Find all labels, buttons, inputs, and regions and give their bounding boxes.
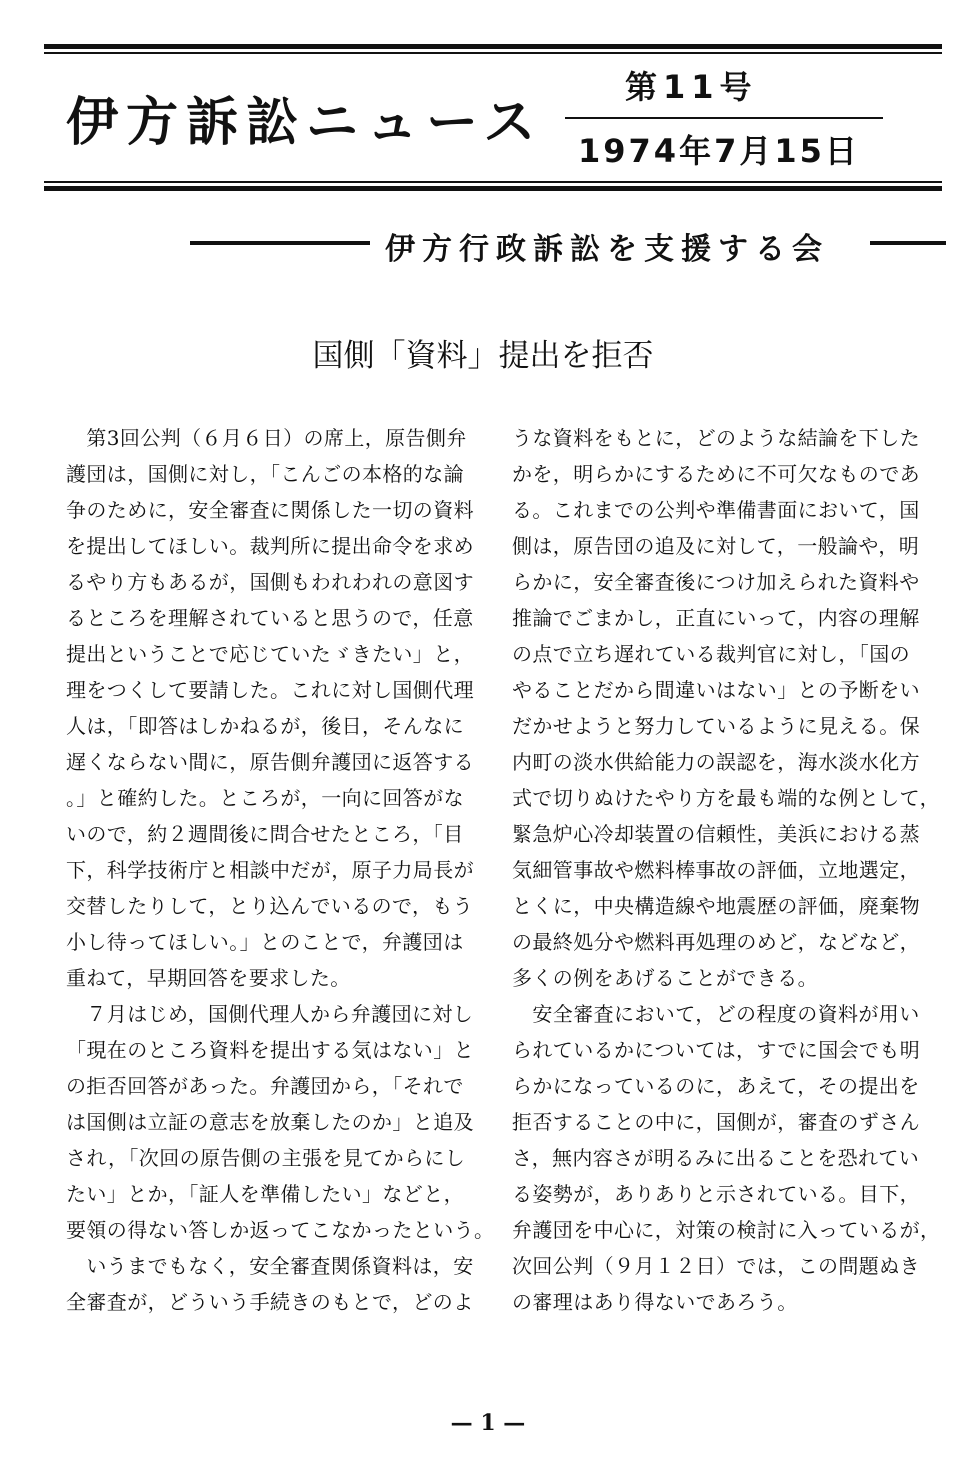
text-line: ７月はじめ，国側代理人から弁護団に対し	[66, 1002, 474, 1026]
org-right-rule	[870, 241, 946, 245]
page-number: — 1 —	[450, 1410, 526, 1436]
text-line: 理をつくして要請した。これに対し国側代理	[66, 678, 474, 702]
text-line: 全審査が，どういう手続きのもとで，どのよ	[66, 1290, 474, 1314]
text-line: 小し待ってほしい。」とのことで，弁護団は	[66, 930, 464, 954]
text-line: たい」とか，「証人を準備したい」などと，	[66, 1182, 464, 1206]
text-line: 遅くならない間に，原告側弁護団に返答する	[66, 750, 474, 774]
text-line: 「現在のところ資料を提出する気はない」と	[66, 1038, 474, 1062]
text-line: 弁護団を中心に，対策の検討に入っているが，	[512, 1218, 941, 1242]
text-line: やることだから間違いはない」との予断をい	[512, 678, 920, 702]
text-line: らかに，安全審査後につけ加えられた資料や	[512, 570, 920, 594]
top-rule-thick	[44, 44, 942, 49]
issue-date: 1974年7月15日	[578, 132, 860, 170]
text-line: 拒否することの中に，国側が，審査のずさん	[512, 1110, 920, 1134]
text-line: の最終処分や燃料再処理のめど，などなど，	[512, 930, 920, 954]
article-right-column	[512, 420, 941, 1320]
text-line: だかせようと努力しているように見える。保	[512, 714, 920, 738]
text-line: かを，明らかにするために不可欠なものであ	[512, 462, 920, 486]
text-line: るところを理解されていると思うので，任意	[66, 606, 474, 630]
text-line: 側は，原告団の追及に対して，一般論や，明	[512, 534, 920, 558]
organization-name: 伊方行政訴訟を支援する会	[385, 232, 829, 267]
text-line: 。」と確約した。ところが，一向に回答がな	[66, 786, 464, 810]
text-line: の拒否回答があった。弁護団から，「それで	[66, 1074, 464, 1098]
text-line: 下，科学技術庁と相談中だが，原子力局長が	[66, 858, 474, 882]
text-line: 人は，「即答はしかねるが，後日，そんなに	[66, 714, 464, 738]
issue-number: 第11号	[625, 68, 758, 106]
text-line: 式で切りぬけたやり方を最も端的な例として，	[512, 786, 940, 810]
text-line: 気細管事故や燃料棒事故の評価，立地選定，	[512, 858, 920, 882]
org-left-rule	[190, 241, 370, 245]
text-line: 内町の淡水供給能力の誤認を，海水淡水化方	[512, 750, 920, 774]
text-line: とくに，中央構造線や地震歴の評価，廃棄物	[512, 894, 920, 918]
text-line: るやり方もあるが，国側もわれわれの意図す	[66, 570, 474, 594]
text-line: らかになっているのに，あえて，その提出を	[512, 1074, 920, 1098]
text-line: 要領の得ない答しか返ってこなかったという。	[66, 1218, 495, 1242]
text-line: 重ねて，早期回答を要求した。	[66, 966, 351, 990]
masthead-title: 伊方訴訟ニュース	[66, 93, 544, 153]
masthead-bottom-rule-thin	[44, 181, 942, 183]
text-line: 争のために，安全審査に関係した一切の資料	[66, 498, 474, 522]
text-line: の点で立ち遅れている裁判官に対し，「国の	[512, 642, 910, 666]
text-line: 推論でごまかし，正直にいって，内容の理解	[512, 606, 920, 630]
text-line: 次回公判（９月１２日）では，この問題ぬき	[512, 1254, 920, 1278]
text-line: 緊急炉心冷却装置の信頼性，美浜における蒸	[512, 822, 920, 846]
text-line: は国側は立証の意志を放棄したのか」と追及	[66, 1110, 474, 1134]
text-line: の審理はあり得ないであろう。	[512, 1290, 798, 1314]
text-line: る姿勢が，ありありと示されている。目下，	[512, 1182, 920, 1206]
text-line: 護団は，国側に対し，「こんごの本格的な論	[66, 462, 464, 486]
text-line: いうまでもなく，安全審査関係資料は，安	[66, 1254, 474, 1278]
text-line: うな資料をもとに，どのような結論を下した	[512, 426, 920, 450]
article-left-column	[66, 420, 495, 1320]
issue-date-divider	[565, 117, 883, 119]
text-line: 安全審査において，どの程度の資料が用い	[512, 1002, 920, 1026]
text-line: を提出してほしい。裁判所に提出命令を求め	[66, 534, 474, 558]
text-line: さ，無内容さが明るみに出ることを恐れてい	[512, 1146, 920, 1170]
text-line: られているかについては，すでに国会でも明	[512, 1038, 921, 1062]
text-line: 交替したりして，とり込んでいるので，もう	[66, 894, 474, 918]
top-rule-thin	[44, 52, 942, 54]
text-line: る。これまでの公判や準備書面において，国	[512, 498, 920, 522]
text-line: 提出ということで応じていたゞきたい」と，	[66, 642, 474, 666]
text-line: され，「次回の原告側の主張を見てからにし	[66, 1146, 466, 1170]
text-line: いので，約２週間後に問合せたところ，「目	[66, 822, 464, 846]
text-line: 第3回公判（６月６日）の席上，原告側弁	[66, 426, 467, 450]
article-headline: 国側「資料」提出を拒否	[312, 338, 654, 374]
masthead-bottom-rule-thick	[44, 186, 942, 191]
text-line: 多くの例をあげることができる。	[512, 966, 818, 990]
